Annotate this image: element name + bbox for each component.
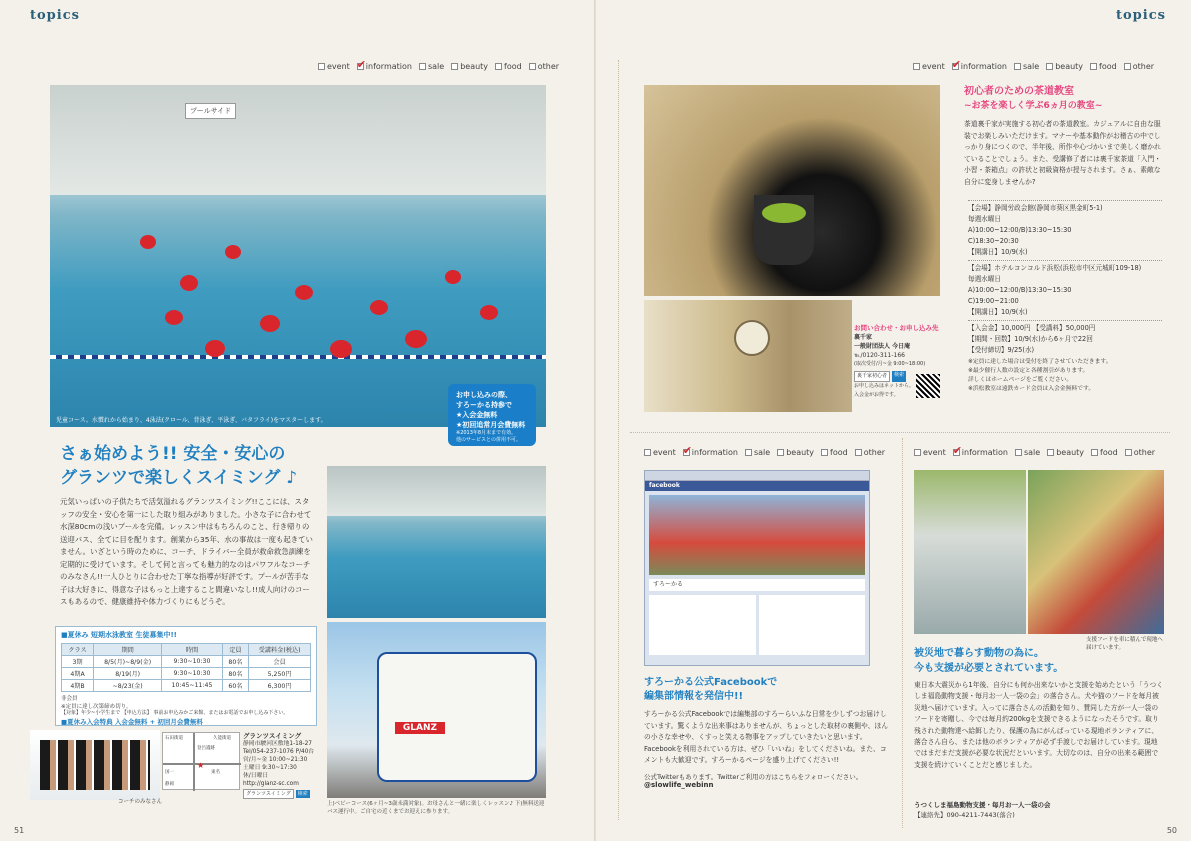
checkbox-icon — [529, 63, 536, 70]
tea-search-box[interactable]: 裏千家初心者 — [854, 371, 890, 382]
animals-body: 東日本大震災から1年後、自分にも何か出来ないかと支援を始めたという「うつくしま福島動物支援・毎月お一人一袋の会」の落合さん。犬や猫のフードを毎月被災地へ届けています。入ってに落合さんの活動を知り、賛同した方が一人一袋のフードを寄贈し、今では毎月約200kgを支援できるようになったそうです。取り残された動物達へ給餌したり、保護の為にがんばっている現地ボランティアに、落合さん自ら、または他のボランティアが必ず手渡しでお届けしています。現地ではまだまだ支援が必要な状況だといいます。大切なのは、自分の出来る範囲で支援を続けていくことだと感じました。 — [914, 681, 1164, 769]
animals-photo-caption: 支援フードを車に積んで現地へ届けています。 — [1086, 637, 1163, 651]
baby-course-photo — [327, 466, 546, 618]
table-row: 4期B ~8/23(金) 10:45~11:45 60名 6,300円 — [62, 680, 311, 692]
checkbox-icon — [1046, 63, 1053, 70]
tea-room-photo — [644, 300, 852, 412]
cat-event: event — [318, 62, 350, 71]
checkbox-icon — [419, 63, 426, 70]
checkbox-icon — [777, 449, 784, 456]
checkmark-icon — [953, 449, 960, 456]
bottom-photo-caption: 上)ベビーコース(6ヶ月~3歳未満対象)。お母さんと一緒に楽しくレッスン♪ 下)無料送迎バス運行中。ご自宅の近くまでお迎えに参ります。 — [327, 801, 545, 815]
checkbox-icon — [855, 449, 862, 456]
access-map: 石田街道 登呂遺跡 久能街道 国一 東名 静岡 ★ — [162, 732, 240, 790]
facebook-article: すろーかる公式Facebookで 編集部情報を発信中!! すろーかる公式Facebookでは編集部のすろーらいふな日常を少しずつお届けしています。驚くような出来事はありませんが、ちょっとした取材の裏側や、ほんの小さな幸せや、くすっと笑える物事をアップしていきたいと思います。Facebookを利用されている方は、ぜひ「いいね」をしてくださいね。また、コメントも大歓迎です。すろーかるページを盛り上げてください!! 公式Twitterもあります。Twitterご利用の方はこちらをフォローください。 @slowlife_webinn — [644, 677, 889, 789]
swim-contact: グランツスイミング 静岡市駿河区敷地1-18-27 Tel/054-237-1076 P/40台 営/月~金 10:00~21:30 土曜日 9:30~17:30 休/日曜日 http://glanz-sc.com グランツスイミング 検索 — [243, 732, 315, 797]
checkbox-icon — [318, 63, 325, 70]
swim-body: 元気いっぱいの子供たちで活気溢れるグランツスイミング!!ここには、スタッフの安全・安心を第一にした取り組みがありました。小さな子に合わせて水深80cmの浅いプールを完備。レッスン中はもちろんのこと、行き帰りの送迎バス、全てに目を配ります。創業から35年、水の事故は一度も起きていません。いざという時のために、コーチ、ドライバー全員が救命救急訓練を定期的に受けています。そして何と言っても魅力的なのはパワフルなコーチのみなさん!!一人ひとりに合わせた丁寧な指導が好評です。プールが苦手な子は大好きに、得意な子はもっと上達すること間違いなし!!成人向けのコースもあるので、健康維持や体力づくりにもどうぞ。 — [60, 497, 313, 606]
topics-logo-left: topics — [30, 8, 80, 23]
tea-schedule: 【会場】静岡労政会館(静岡市葵区黒金町5-1) 毎週水曜日 A)10:00~12:00/B)13:30~15:30 C)18:30~20:30 【開講日】10/9(水) 【会場】ホテルコンコルド浜松(浜松市中区元城町109-18) 毎週水曜日 A)10:00~12:00/B)13:30~15:30 C)19:00~21:00 【開講日】10/9(水) 【入会金】10,000円 【受講料】50,000円 【期間・回数】10/9(水)から6ヶ月で22回 【受付締切】9/25(水) ※定員に達した場合は受付を終了させていただきます。 ※最少催行人数の設定と各種割引があります。 詳しくはホームページをご覧ください。 ※浜松教室は遠鉄カード会員は入会金無料です。 — [968, 200, 1162, 394]
table-row: 3期 8/5(月)~8/9(金) 9:30~10:30 80名 会員 — [62, 656, 311, 668]
divider-left-edge — [618, 60, 619, 820]
swim-headline: さぁ始めよう!! 安全・安心の グランツで楽しくスイミング ♪ — [60, 444, 298, 488]
checkbox-icon — [1014, 63, 1021, 70]
coaches-label: コーチのみなさん — [118, 799, 163, 805]
checkbox-icon — [1090, 63, 1097, 70]
checkbox-icon — [1125, 449, 1132, 456]
pool-sign: プールサイド — [185, 103, 236, 119]
qr-code-icon[interactable] — [916, 374, 940, 398]
shuttle-bus-photo — [327, 622, 546, 798]
search-icon[interactable]: 検索 — [297, 791, 308, 797]
page-number-left: 51 — [14, 826, 25, 835]
twitter-handle-link[interactable]: @slowlife_webinn — [644, 780, 714, 789]
checkmark-icon — [357, 63, 364, 70]
checkbox-icon — [495, 63, 502, 70]
car-trunk-photo — [914, 470, 1026, 634]
search-icon[interactable]: 検索 — [892, 371, 906, 382]
tea-inquiry: お問い合わせ・お申し込み先 裏千家 一般財団法人 今日庵 ℡/0120-311-166 (取次受付/月~金 9:00~18:00) 裏千家初心者 検索 お申し込みはネットから。 入会金がお得です。 — [854, 324, 939, 398]
summer-schedule-table: クラス 期間 時間 定員 受講料金(税込) 3期 8/5(月)~8/9(金) 9:30~10:30 80名 会員 4期A 8/19(月) 9:30~10:30 80名 5,250円 4期B ~8/23(金) 10:45~11:45 60名 6,300円 — [61, 643, 311, 692]
category-checklist-left — [318, 62, 559, 71]
checkbox-icon — [1091, 449, 1098, 456]
checkbox-icon — [1015, 449, 1022, 456]
divider-vertical-mid — [902, 438, 903, 828]
search-box[interactable]: グランツスイミング — [243, 789, 294, 799]
fb-brand: facebook — [645, 481, 869, 491]
checkmark-icon — [683, 449, 690, 456]
checkbox-icon — [913, 63, 920, 70]
cat-food: food — [495, 62, 522, 71]
checkbox-icon — [1124, 63, 1131, 70]
fb-page-name: すろーかる — [649, 579, 865, 591]
category-checklist-facebook: event ✔ information sale beauty food other — [644, 448, 885, 457]
summer-course-box: ■夏休み 短期水泳教室 生徒募集中!! クラス 期間 時間 定員 受講料金(税込) 3期 8/5(月)~8/9(金) 9:30~10:30 80名 会員 4期A 8/19(月) 9:30~10:30 80名 5,250円 4期B ~8/23(金) 10:45~11:45 60名 6,300円 非会員 ※定員に達し次第締め切り。 【対象】年少~小学生まで 【申込方法】 事前お申込みかご来館、またはお電話でお申し込み下さい。 ■夏休み入会特典 入会金無料 + 初回月会費無料 — [55, 626, 317, 726]
divider-horizontal — [630, 432, 1170, 433]
animals-contact: うつくしま福島動物支援・毎月お一人一袋の会 【連絡先】090-4211-7443(落合) — [914, 801, 1051, 819]
animals-headline: 被災地で暮らす動物の為に。 今も支援が必要とされています。 — [914, 648, 1064, 674]
checkbox-icon — [914, 449, 921, 456]
coaches-photo — [30, 730, 160, 800]
pool-group-photo — [50, 85, 546, 427]
tea-article: 初心者のための茶道教室 ~お茶を楽しく学ぶ6ヵ月の教室~ 茶道裏千家が実施する初心者の茶道教室。カジュアルに自由な服装でお楽しみいただけます。マナーや基本動作がお稽古の中でしっかり身につくので、半年後、所作や心づかいまで美しく磨かれていることでしょう。また、受講修了者には裏千家茶道「入門・小習・茶箱点」の許状と初級資格が授与されます。さぁ、素敵な自分に変身しませんか? — [964, 86, 1162, 186]
star-icon: ★ — [197, 761, 205, 770]
cat-sale: sale — [419, 62, 444, 71]
cat-beauty: beauty — [451, 62, 488, 71]
left-page — [0, 0, 595, 841]
checkmark-icon — [952, 63, 959, 70]
facebook-screenshot — [644, 470, 870, 666]
pool-photo-caption: 児童コース。水慣れから始まり、4泳法(クロール、背泳ぎ、平泳ぎ、バタフライ)をマスターします。 — [56, 417, 327, 424]
page-number-right: 50 — [1166, 826, 1177, 835]
category-checklist-tea: event ✔ information sale beauty food other — [913, 62, 1154, 71]
table-row: 4期A 8/19(月) 9:30~10:30 80名 5,250円 — [62, 668, 311, 680]
checkbox-icon — [1047, 449, 1054, 456]
checkbox-icon — [821, 449, 828, 456]
checkbox-icon — [745, 449, 752, 456]
right-page — [596, 0, 1191, 841]
topics-logo-right: topics — [1116, 8, 1166, 23]
promo-callout: お申し込みの際、 すろーかる持参で ★入会金無料 ★初回追常月会費無料 ※2013年8月末まで有効。 他のサービスとの併用不可。 — [448, 384, 536, 446]
checkbox-icon — [644, 449, 651, 456]
checkbox-icon — [451, 63, 458, 70]
category-checklist-animals: event ✔ information sale beauty food other — [914, 448, 1155, 457]
bus-brand: GLANZ — [395, 722, 445, 734]
cat-other: other — [529, 62, 559, 71]
pet-food-photo — [1028, 470, 1164, 634]
cat-information: ✔ information — [357, 62, 412, 71]
tea-whisk-photo — [644, 85, 940, 296]
